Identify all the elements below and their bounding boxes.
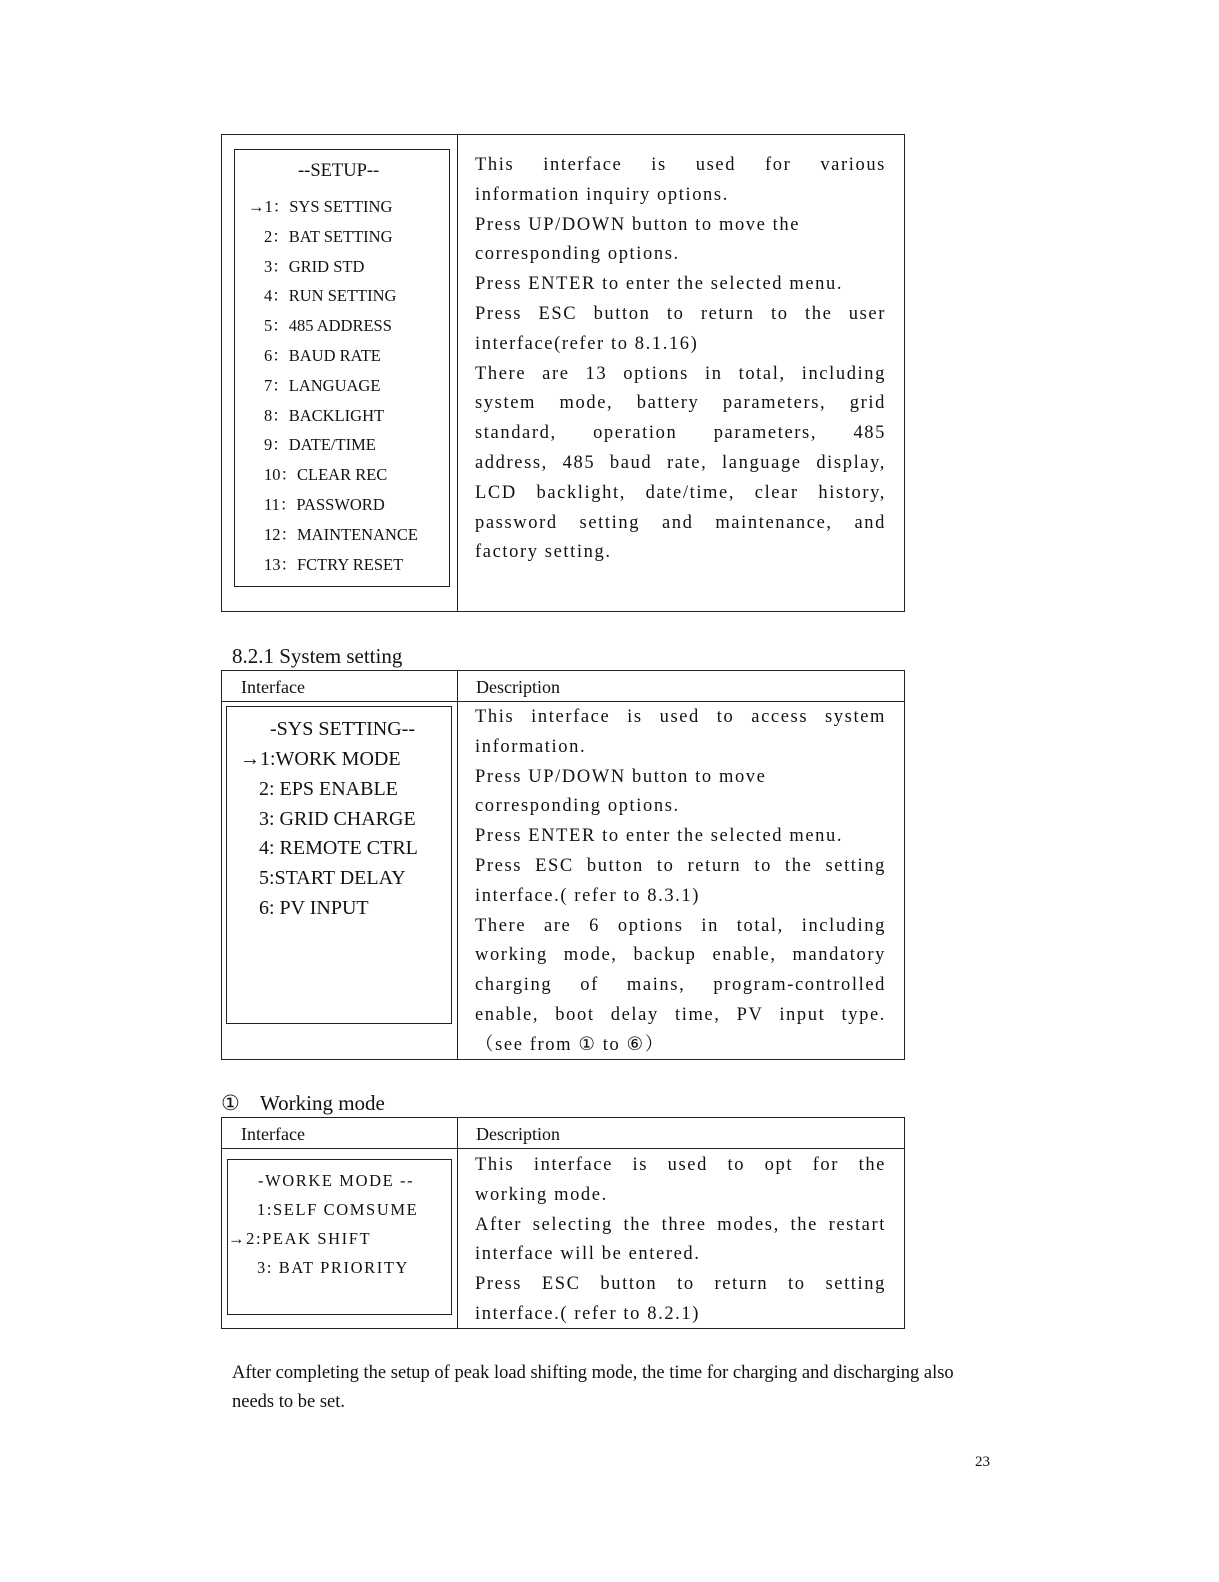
description-line: factory setting. [475,542,612,563]
description-line: interface.( refer to 8.2.1) [475,1303,701,1324]
description-line: standard, operation parameters, 485 [475,423,886,444]
description-line: interface(refer to 8.1.16) [475,333,699,354]
menu-item: 12：MAINTENANCE [264,524,418,544]
header-interface: Interface [241,677,305,697]
column-divider [457,671,458,1059]
column-divider [457,135,458,611]
header-divider [222,1148,904,1149]
column-divider [457,1118,458,1328]
menu-item: 9：DATE/TIME [264,435,376,455]
menu-item: 11：PASSWORD [264,495,385,514]
description-line: system mode, battery parameters, grid [475,393,886,414]
description-line: This interface is used to opt for the [475,1155,886,1175]
menu-item: 2: EPS ENABLE [259,777,398,800]
description-line: enable, boot delay time, PV input type. [475,1004,886,1025]
menu-item: 6：BAUD RATE [264,346,381,365]
work-mode-description [475,1151,886,1330]
description-line: （see from ① to ⑥） [475,1034,665,1055]
menu-item: 3: BAT PRIORITY [257,1258,410,1277]
header-description: Description [476,677,560,697]
description-line: There are 6 options in total, including [475,915,886,936]
section-title-system-setting: 8.2.1 System setting [232,644,403,668]
description-line: working mode, backup enable, mandatory [475,945,886,966]
menu-item: 5:START DELAY [259,867,406,890]
description-line: Press ESC button to return to setting [475,1274,886,1295]
menu-item: 2：BAT SETTING [264,226,393,246]
sys-setting-menu-title: -SYS SETTING-- [270,718,415,740]
menu-item: →1：SYS SETTING [248,197,393,216]
description-line: information inquiry options. [475,184,729,205]
description-line: corresponding options. [475,244,680,265]
menu-item: 3: GRID CHARGE [259,807,416,830]
setup-description [475,151,886,568]
description-line: address, 485 baud rate, language display, [475,452,886,473]
menu-item: 5：485 ADDRESS [264,316,392,336]
description-line: working mode. [475,1184,608,1205]
description-line: corresponding options. [475,796,680,817]
description-line: Press UP/DOWN button to move [475,766,767,787]
page-number: 23 [975,1454,990,1470]
menu-item: →1:WORK MODE [240,748,401,770]
header-description: Description [476,1124,560,1144]
work-mode-menu-title: -WORKE MODE -- [258,1171,415,1190]
menu-item: 1:SELF COMSUME [257,1200,419,1219]
description-line: Press ESC button to return to the setting [475,855,886,876]
description-line: This interface is used for various [475,155,886,175]
menu-item: 3：GRID STD [264,256,365,276]
description-line: Press UP/DOWN button to move the [475,214,801,235]
menu-item: 6: PV INPUT [259,897,369,919]
description-line: There are 13 options in total, including [475,363,886,384]
menu-item: 8：BACKLIGHT [264,405,385,425]
sys-setting-description [475,703,886,1061]
description-line: interface will be entered. [475,1244,701,1265]
header-interface: Interface [241,1124,305,1144]
menu-item: 13：FCTRY RESET [264,554,404,574]
description-line: charging of mains, program-controlled [475,975,886,996]
description-line: Press ESC button to return to the user [475,303,886,324]
description-line: After selecting the three modes, the restart [475,1214,886,1235]
description-line: information. [475,736,587,757]
menu-item: 4：RUN SETTING [264,286,397,306]
description-line: This interface is used to access system [475,707,886,727]
description-line: password setting and maintenance, and [475,512,886,533]
header-divider [222,701,904,702]
menu-item: →2:PEAK SHIFT [228,1229,372,1248]
description-line: Press ENTER to enter the selected menu. [475,826,844,847]
footer-paragraph: After completing the setup of peak load shifting mode, the time for charging and discharging also needs to be set. [232,1363,954,1412]
section-title-working-mode: Working mode [260,1091,385,1115]
description-line: LCD backlight, date/time, clear history, [475,482,886,503]
menu-item: 7：LANGUAGE [264,375,381,395]
setup-menu-title: --SETUP-- [298,161,380,181]
description-line: Press ENTER to enter the selected menu. [475,274,844,295]
menu-item: 4: REMOTE CTRL [259,837,418,860]
menu-item: 10：CLEAR REC [264,465,388,485]
description-line: interface.( refer to 8.3.1) [475,885,701,906]
section-marker: ① [221,1091,240,1115]
